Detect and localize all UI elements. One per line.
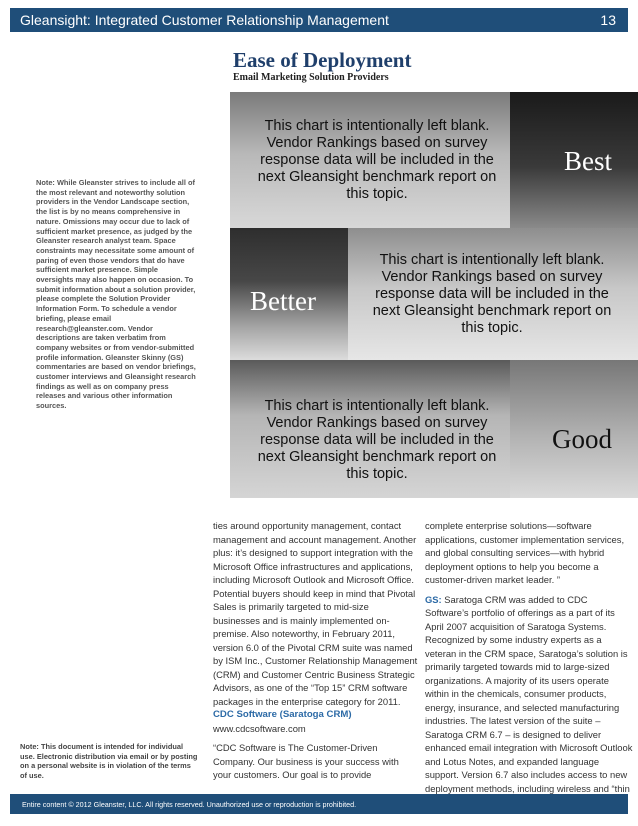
blank-note-line: Vendor Rankings based on survey	[266, 135, 488, 151]
page-number: 13	[600, 12, 616, 28]
tier-label-best: Best	[563, 146, 612, 176]
blank-note-line: This chart is intentionally left blank.	[379, 252, 605, 268]
blank-chart-note	[252, 398, 502, 483]
gs-label: GS:	[425, 593, 442, 605]
tier-label-better: Better	[250, 286, 316, 316]
blank-note-line: next Gleansight benchmark report on	[257, 449, 497, 465]
vendor-heading: CDC Software (Saratoga CRM)	[213, 709, 352, 720]
blank-note-line: next Gleansight benchmark report on	[372, 303, 612, 319]
tier-band-good	[230, 360, 638, 498]
chart-subtitle: Email Marketing Solution Providers	[233, 72, 389, 83]
vendor-url: www.cdcsoftware.com	[213, 722, 306, 734]
page-header	[10, 8, 628, 32]
tier-label-good: Good	[552, 424, 612, 454]
blank-note-line: Vendor Rankings based on survey	[381, 269, 603, 285]
copyright-text: Entire content © 2012 Gleanster, LLC. All rights reserved. Unauthorized use or reproduction is prohibited.	[22, 799, 357, 809]
body-paragraph: “CDC Software is The Customer-Driven Company. Our business is your success with your customers. Our goal is to provide	[213, 742, 399, 780]
blank-chart-note	[358, 252, 626, 337]
body-column-left	[213, 519, 418, 782]
body-paragraph: complete enterprise solutions—software applications, customer implementation services, and global consulting services—with hybrid deployment options to help you become a customer-driven market leader. ”	[425, 520, 625, 585]
blank-note-line: this topic.	[461, 320, 523, 336]
blank-note-line: response data will be included in the	[260, 432, 494, 448]
page-footer	[10, 794, 628, 814]
blank-note-line: response data will be included in the	[375, 286, 609, 302]
blank-note-line: Vendor Rankings based on survey	[266, 415, 488, 431]
tier-band-better	[230, 228, 638, 360]
body-column-right	[425, 519, 633, 795]
vendor-landscape-note: Note: While Gleanster strives to include all of the most relevant and noteworthy solution providers in the Vendor Landscape section, the list is by no means comprehensive in nature. Omissions may occur due to lack of sufficient market presence, as judged by the Gleanster research analyst team. Space constraints may necessitate some amount of paring of even those vendors that do have sufficient market presence. Simple oversights may also happen on occasion. To submit information about a solution provider, please complete the Solution Provider Information Form. To schedule a vendor briefing, please email research@gleanster.com. Vendor descriptions are taken verbatim from company websites or from vendor-submitted profile information. Gleanster Skinny (GS) commentaries are based on vendor briefings, customer interviews and Gleansight research findings as well as on company press releases and various other information sources.	[36, 178, 196, 411]
blank-note-line: next Gleansight benchmark report on	[257, 169, 497, 185]
blank-note-line: response data will be included in the	[260, 152, 494, 168]
blank-note-line: This chart is intentionally left blank.	[264, 398, 490, 414]
gs-text: Saratoga CRM was added to CDC Software’s portfolio of offerings as a part of its April 2007 acquisition of Saratoga Systems. Recognized by some industry experts as a veteran in the CRM space, Saratoga’s solution is primarily targeted towards mid to large-sized organizations. A majority of its users operate within in the chemicals, consumer products, energy, insurance, and selected manufacturing industries. The latest version of the suite – Saratoga CRM 6.7 – is designed to deliver enhanced email integration with Microsoft Outlook and Lotus Notes, and expanded language support. Version 6.7 also includes access to new deployment methods, including wireless and “thin	[425, 593, 633, 794]
tier-band-best	[230, 92, 638, 228]
blank-chart-note	[252, 118, 502, 203]
body-paragraph: ties around opportunity management, contact management and account management. Another plus: it’s designed to support integration with the Microsoft Office infrastructures and applications, including Microsoft Outlook and Microsoft Office. Potential buyers should keep in mind that Pivotal Sales is primarily targeted to mid-size businesses and is mainly implemented on-premise. Also noteworthy, in February 2011, version 6.0 of the Pivotal CRM suite was named by ISM Inc., Customer Relationship Management (CRM) and Customer Centric Business Strategic Advisors, as one of the “Top 15” CRM software packages in the enterprise category for 2011.	[213, 520, 418, 707]
gs-commentary	[425, 593, 633, 796]
blank-note-line: this topic.	[346, 466, 408, 482]
chart-title: Ease of Deployment	[233, 48, 412, 72]
document-title: Gleansight: Integrated Customer Relationship Management	[20, 12, 389, 28]
blank-note-line: This chart is intentionally left blank.	[264, 118, 490, 134]
blank-note-line: this topic.	[346, 186, 408, 202]
terms-of-use-note: Note: This document is intended for individual use. Electronic distribution via email or by posting on a personal website is in violation of the terms of use.	[20, 742, 198, 780]
